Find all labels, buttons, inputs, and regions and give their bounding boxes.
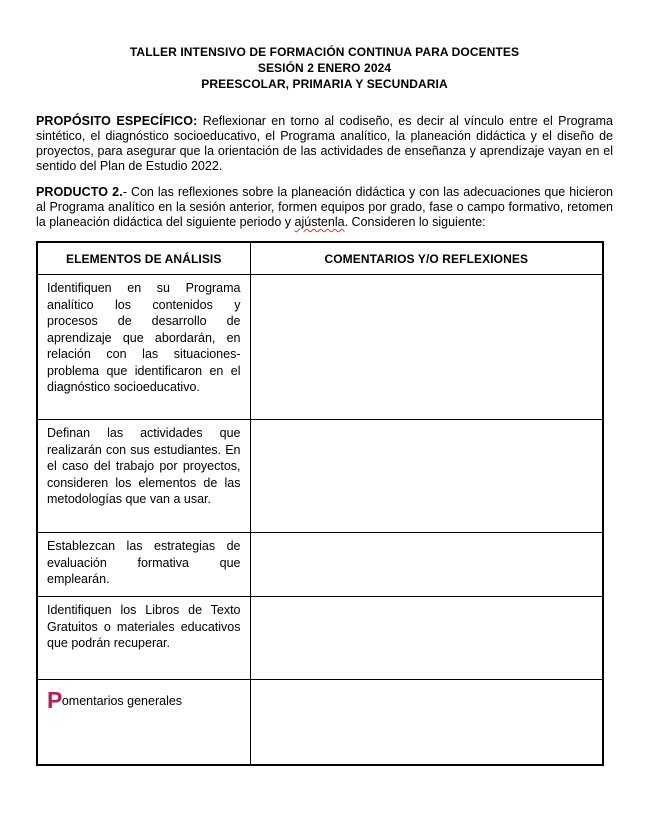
element-cell-libros-de-texto: Identifiquen los Libros de Texto Gratuitos o materiales educativos que podrán recuperar. [37,597,250,680]
analysis-table [36,241,604,766]
table-row [37,533,603,597]
header-comentarios-reflexiones: COMENTARIOS Y/O REFLEXIONES [250,242,603,275]
proposito-text: Reflexionar en torno al codiseño, es decir al vínculo entre el Programa sintético, el diagnóstico socioeducativo, el Programa analítico, la planeación didáctica y el diseño de proyectos, para asegurar que la orientación de las actividades de enseñanza y aprendizaje vayan en el sentido del Plan de Estudio 2022. [36,114,613,173]
producto-text-before: - Con las reflexiones sobre la planeación didáctica y con las adecuaciones que hicieron al Programa analítico en la sesión anterior, formen equipos por grado, fase o campo formativo, retomen la planeación didáctica del siguiente periodo y [36,185,613,229]
table-row [37,597,603,680]
comment-cell-empty[interactable] [250,680,603,766]
comment-cell-empty[interactable] [250,420,603,533]
proposito-lead: PROPÓSITO ESPECÍFICO: [36,114,198,128]
document-title [36,44,613,92]
pink-cursor-marker: P [47,687,62,713]
producto-text-after: . Consideren lo siguiente: [344,215,486,229]
misspelled-word: ajústenla [294,215,345,229]
proposito-paragraph [36,114,613,174]
table-row [37,680,603,766]
title-line-2: SESIÓN 2 ENERO 2024 [257,61,392,75]
element-cell-actividades: Definan las actividades que realizarán con sus estudiantes. En el caso del trabajo por proyectos, consideren los elementos de las metodologías que van a usar. [37,420,250,533]
title-line-3: PREESCOLAR, PRIMARIA Y SECUNDARIA [201,77,448,91]
header-elementos-de-analisis: ELEMENTOS DE ANÁLISIS [37,242,250,275]
table-row [37,275,603,420]
element-cell-programa-analitico: Identifiquen en su Programa analítico los contenidos y procesos de desarrollo de aprendizaje que abordarán, en relación con las situaciones-problema que identificaron en el diagnóstico socioeducativo. [37,275,250,420]
producto-lead: PRODUCTO 2. [36,185,123,199]
producto-paragraph [36,185,613,230]
comment-cell-empty[interactable] [250,597,603,680]
element-cell-comentarios-generales [37,680,250,766]
comentarios-generales-text: omentarios generales [61,694,183,708]
table-header-row [37,242,603,275]
title-line-1: TALLER INTENSIVO DE FORMACIÓN CONTINUA PARA DOCENTES [129,45,520,59]
element-cell-evaluacion: Establezcan las estrategias de evaluación formativa que emplearán. [37,533,250,597]
comment-cell-empty[interactable] [250,533,603,597]
table-row [37,420,603,533]
comment-cell-empty[interactable] [250,275,603,420]
